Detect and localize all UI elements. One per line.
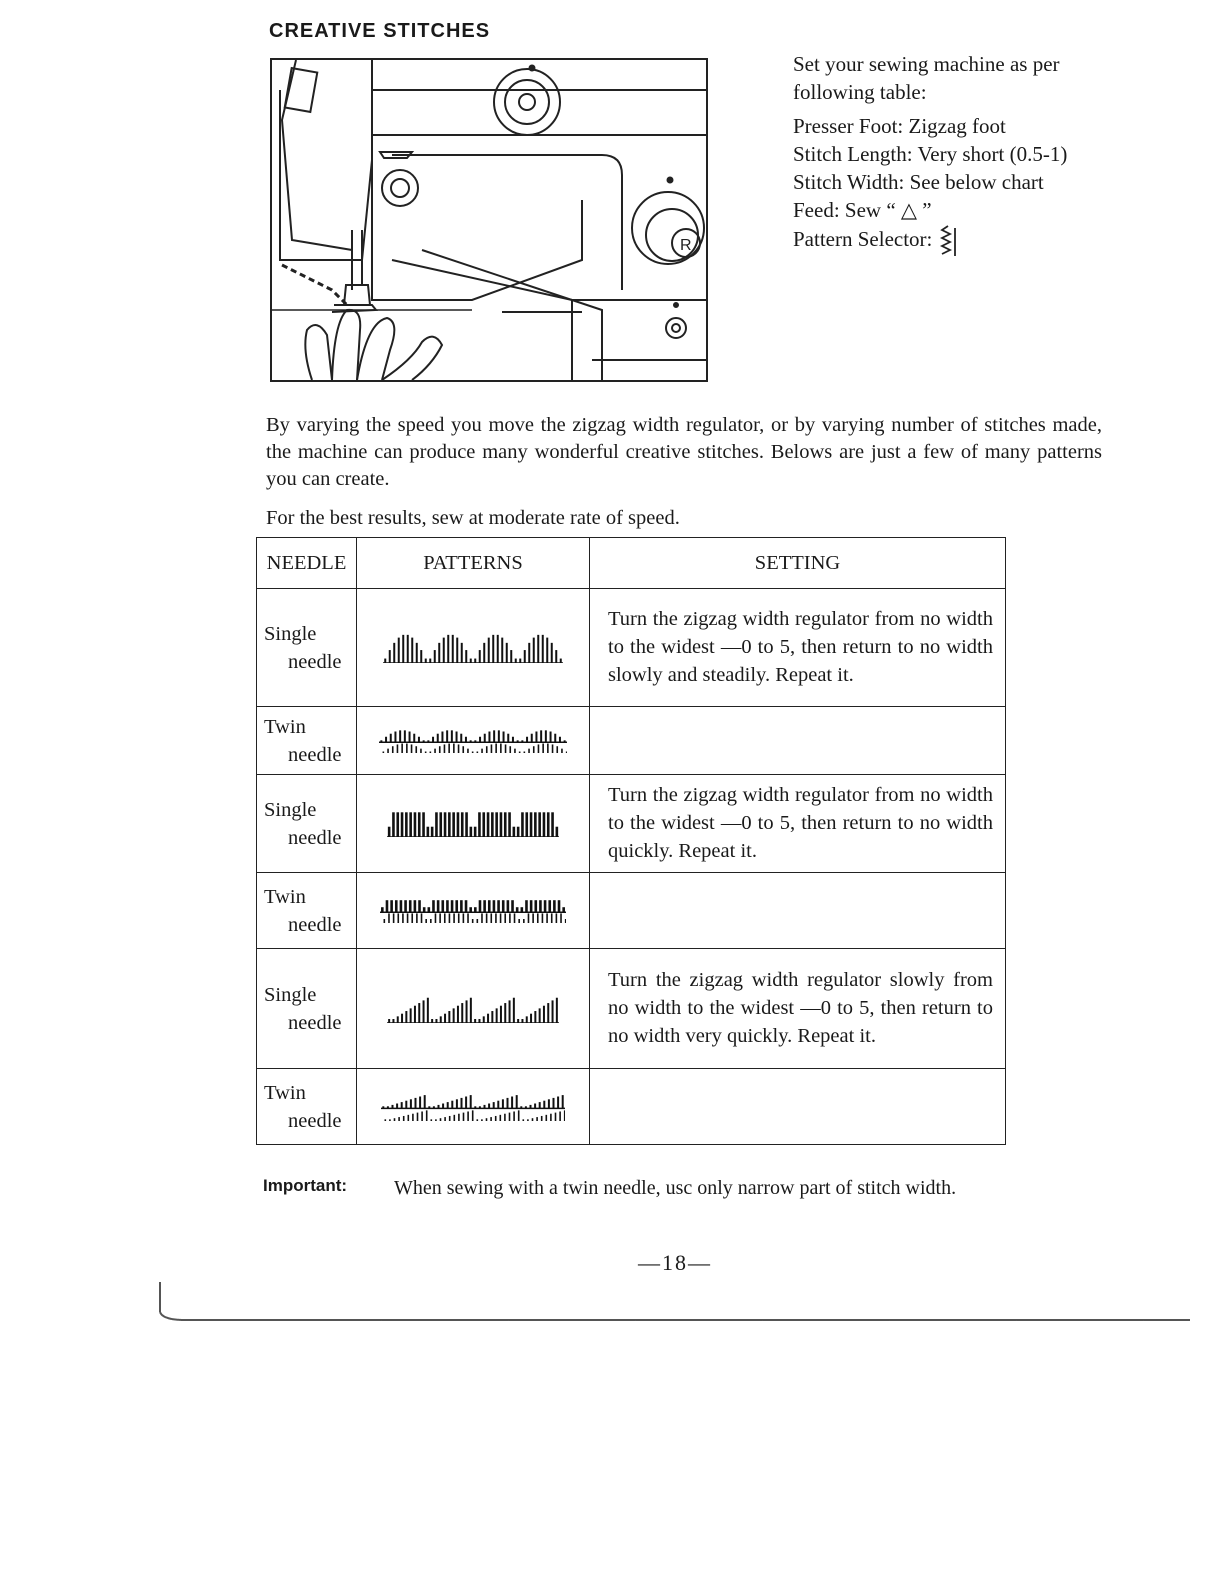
table-row	[257, 775, 1006, 873]
needle-type: Single	[264, 983, 317, 1006]
zigzag-pattern-icon	[938, 224, 958, 258]
needle-type: Twin	[264, 1081, 306, 1104]
pattern-wave-single	[357, 589, 590, 707]
page-number: —18—	[638, 1250, 712, 1275]
setting-label: Presser Foot:	[793, 114, 904, 138]
setting-pattern-selector	[793, 224, 1113, 258]
pattern-ramp-twin	[357, 1069, 590, 1145]
stitch-pattern-image	[387, 995, 559, 1023]
intro-paragraph: By varying the speed you move the zigzag width regulator, or by varying number of stitches made, the machine can produce many wonderful creative stitches. Belows are just a few of many patterns you can create.	[266, 414, 1102, 490]
header-patterns: PATTERNS	[357, 538, 590, 589]
table-row	[257, 873, 1006, 949]
table-row	[257, 1069, 1006, 1145]
table-row	[257, 949, 1006, 1069]
table-header-row	[257, 538, 1006, 589]
stitch-pattern-image	[379, 729, 567, 753]
needle-type: Single	[264, 622, 317, 645]
sewing-machine-drawing	[272, 60, 706, 380]
important-label: Important:	[263, 1176, 348, 1195]
needle-word: needle	[288, 650, 342, 673]
speed-note: For the best results, sew at moderate rate of speed.	[266, 507, 680, 529]
settings-intro: Set your sewing machine as per following table:	[793, 52, 1060, 104]
setting-cell: Turn the zigzag width regulator slowly from no width to the widest —0 to 5, then return to no width very quickly. Repeat it.	[590, 949, 1006, 1069]
needle-cell	[257, 589, 357, 707]
scan-edge-line	[155, 1280, 1195, 1340]
needle-cell	[257, 775, 357, 873]
needle-word: needle	[288, 1011, 342, 1034]
header-needle: NEEDLE	[257, 538, 357, 589]
needle-word: needle	[288, 826, 342, 849]
needle-word: needle	[288, 1109, 342, 1132]
setting-label: Pattern Selector:	[793, 226, 933, 251]
important-note: When sewing with a twin needle, usc only narrow part of stitch width.	[394, 1177, 957, 1199]
setting-value: Zigzag foot	[908, 114, 1006, 138]
section-title: CREATIVE STITCHES	[269, 20, 491, 42]
setting-label: Feed:	[793, 198, 840, 222]
setting-presser-foot	[793, 112, 1113, 140]
setting-value: Sew “ △ ”	[844, 198, 932, 222]
setting-feed	[793, 196, 1113, 224]
pattern-block-single	[357, 775, 590, 873]
needle-type: Single	[264, 798, 317, 821]
setting-stitch-length	[793, 140, 1113, 168]
needle-cell	[257, 949, 357, 1069]
needle-type: Twin	[264, 885, 306, 908]
setting-stitch-width	[793, 168, 1113, 196]
stitch-pattern-image	[381, 1093, 565, 1121]
setting-cell: Turn the zigzag width regulator from no width to the widest —0 to 5, then return to no width quickly. Repeat it.	[590, 775, 1006, 873]
setting-cell: Turn the zigzag width regulator from no width to the widest —0 to 5, then return to no width slowly and steadily. Repeat it.	[590, 589, 1006, 707]
needle-cell	[257, 1069, 357, 1145]
setting-label: Stitch Width:	[793, 170, 905, 194]
table-row	[257, 589, 1006, 707]
setting-cell	[590, 873, 1006, 949]
sewing-machine-illustration	[270, 58, 708, 382]
pattern-ramp-single	[357, 949, 590, 1069]
stitch-pattern-image	[383, 633, 563, 663]
needle-cell	[257, 707, 357, 775]
table-row	[257, 707, 1006, 775]
needle-word: needle	[288, 743, 342, 766]
stitch-pattern-table	[256, 537, 1006, 1145]
needle-cell	[257, 873, 357, 949]
needle-word: needle	[288, 913, 342, 936]
setting-cell	[590, 707, 1006, 775]
needle-type: Twin	[264, 715, 306, 738]
machine-settings	[793, 50, 1113, 258]
setting-cell	[590, 1069, 1006, 1145]
svg-text:R: R	[680, 237, 692, 254]
stitch-pattern-image	[387, 811, 559, 837]
setting-label: Stitch Length:	[793, 142, 913, 166]
stitch-pattern-image	[380, 899, 566, 923]
header-setting: SETTING	[590, 538, 1006, 589]
setting-value: See below chart	[909, 170, 1044, 194]
setting-value: Very short (0.5-1)	[917, 142, 1068, 166]
pattern-wave-twin	[357, 707, 590, 775]
pattern-block-twin	[357, 873, 590, 949]
